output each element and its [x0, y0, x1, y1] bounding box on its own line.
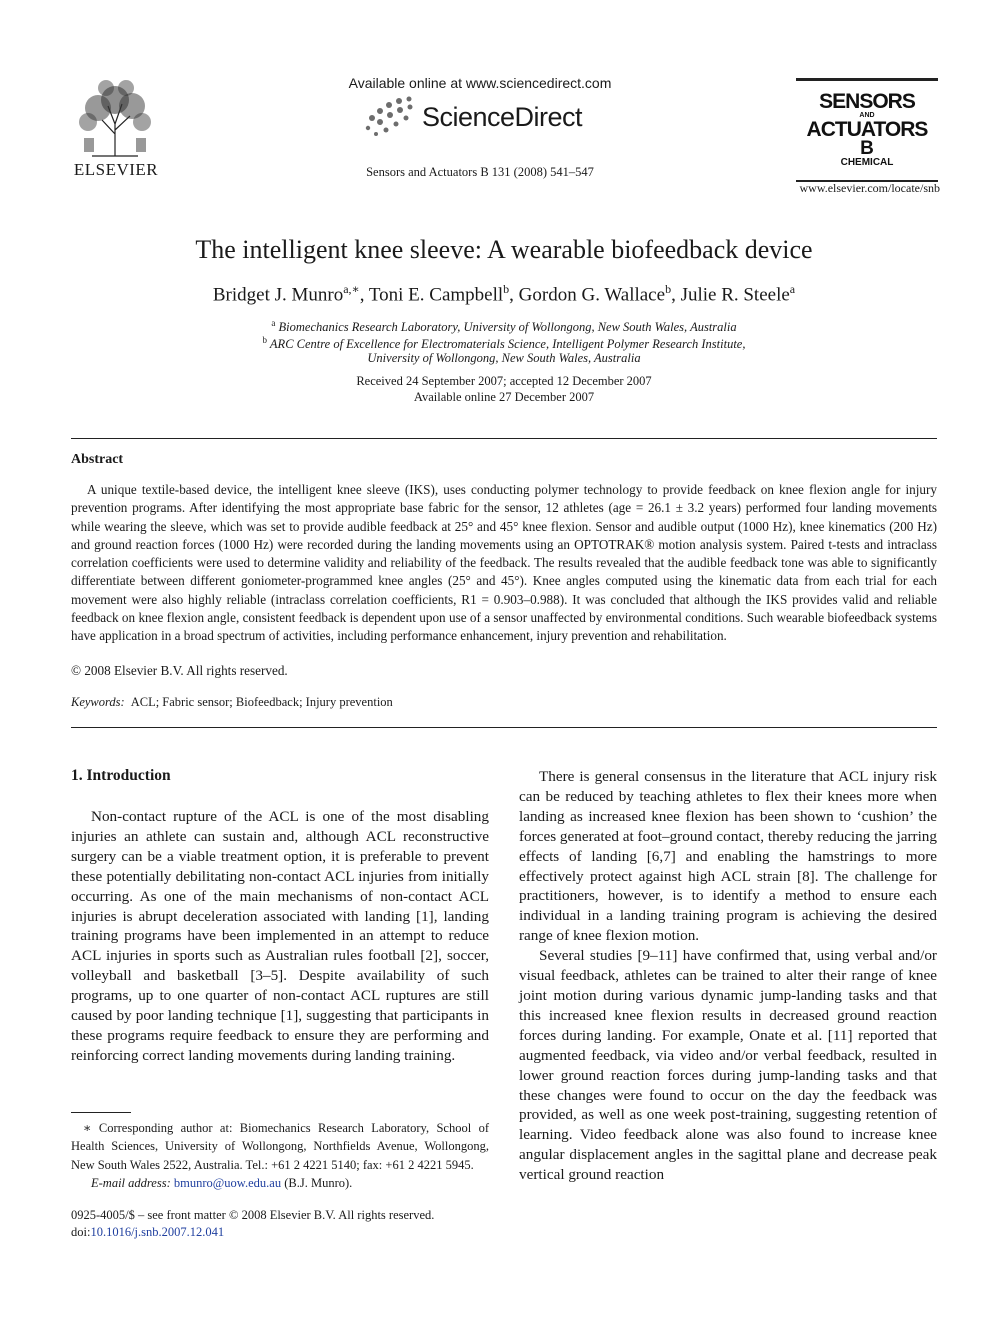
author-name: Bridget J. Munro [212, 284, 344, 306]
sciencedirect-logo [362, 96, 602, 138]
author-name: Gordon G. Wallace [518, 284, 666, 306]
journal-logo-and: AND [859, 112, 875, 119]
elsevier-logo [68, 76, 164, 180]
corresponding-author-footnote [71, 1119, 489, 1192]
abstract-copyright: © 2008 Elsevier B.V. All rights reserved. [71, 663, 288, 678]
author-affil-sup[interactable]: b [665, 282, 672, 296]
abstract-body: A unique textile-based device, the intelligent knee sleeve (IKS), uses conducting polymer technology to provide feedback on knee flexion angle for injury prevention programs. After identifying the most appropriate base fabric for the sensor, 12 athletes (age = 26.1 ± 3.2 years) performed four landing movements while wearing the sleeve, which was set to provide audible feedback at 25° and 45° knee flexion. Sensor and audible output (1000 Hz), knee kinematics (200 Hz) and ground reaction forces (1000 Hz) were recorded during the landing movements using an OPTOTRAK® motion analysis system. Paired t-tests and intraclass correlation coefficients were used to determine validity and reliability of the feedback. The results revealed that the audible feedback tone was able to significantly differentiate between different goniometer-programmed knee angles (25° and 45°). Knee angles computed using the kinematic data from each trial for each movement were also highly reliable (intraclass correlation coefficients, R1 = 0.903–0.988). It was concluded that although the IKS provides valid and reliable feedback on knee flexion angle, consistent feedback is dependent upon use of a sensor unaffected by environmental conditions. Such wearable biofeedback systems have application in a broad spectrum of activities, including performance enhancement, injury prevention and rehabilitation. [71, 482, 937, 644]
doi-line [71, 1224, 491, 1241]
logo-top-rule [796, 78, 938, 81]
section-heading-introduction: 1. Introduction [71, 767, 171, 784]
footnote-rule [71, 1112, 131, 1113]
front-matter-footer [71, 1207, 491, 1241]
abstract-heading: Abstract [71, 452, 124, 467]
footnote-text: ∗ Corresponding author at: Biomechanics Research Laboratory, School of Health Sciences, University of Wollongong, Northfields Avenue, Wollongong, New South Wales 2522, Australia. Tel.: +61 2 4221 5140; fax: +61 2 4221 5945. [71, 1121, 489, 1172]
article-title: The intelligent knee sleeve: A wearable biofeedback device [195, 235, 813, 264]
journal-logo-sensors: SENSORS [819, 90, 915, 113]
affiliation-sup: a [271, 318, 276, 328]
email-link[interactable]: bmunro@uow.edu.au [173, 1175, 282, 1190]
journal-logo-actuators: ACTUATORS [806, 118, 928, 141]
paragraph: Several studies [9–11] have confirmed that, using verbal and/or visual feedback, athletes can be trained to alter their range of knee joint motion during various dynamic jump-landing tasks and that this increased knee flexion results in decreased ground reaction forces during landing. For example, Onate et al. [11] reported that augmented feedback, via video and/or verbal feedback, resulted in lower ground reaction forces during jump-landing tasks and that these changes were found to occur on the day the feedback was provided, as well as one week post-training, suggesting retention of learning. Video feedback alone was also found to increase knee angular displacement angles in the sagittal plane and decrease peak vertical ground reaction [519, 947, 937, 1184]
right-column [519, 767, 937, 1185]
abstract-bottom-rule [71, 727, 937, 728]
journal-logo [796, 78, 938, 182]
doi-label: doi: [71, 1225, 91, 1239]
author-separator: , [671, 284, 681, 306]
paragraph: Non-contact rupture of the ACL is one of the most disabling injuries an athlete can sustain and, although ACL reconstructive surgery can be a viable treatment option, it is preferable to prevent these potentially debilitating non-contact ACL injuries from initially occurring. As one of the main mechanisms of non-contact ACL injuries is abrupt deceleration associated with landing [1], landing training programs have been implemented in an attempt to reduce ACL injuries in sports such as Australian rules football [2], soccer, volleyball and basketball [3–5]. Despite availability of such programs, up to one quarter of non-contact ACL ruptures are still caused by poor landing technique [1], suggesting that participants in these programs require feedback to ensure they are performing and reinforcing correct landing movements during landing training. [71, 808, 489, 1064]
affiliation-b-line2: University of Wollongong, New South Wales, Australia [367, 351, 641, 365]
doi-link[interactable]: 10.1016/j.snb.2007.12.041 [90, 1225, 225, 1239]
keywords [71, 695, 393, 710]
author-list [60, 282, 948, 306]
journal-logo-chemical: CHEMICAL [840, 157, 894, 168]
keywords-label: Keywords: [71, 695, 125, 709]
affiliation-b [150, 335, 858, 352]
email-label: E-mail address: [91, 1175, 171, 1190]
available-date: Available online 27 December 2007 [413, 390, 595, 404]
abstract-top-rule [71, 438, 937, 439]
author-separator: , [359, 284, 369, 306]
publisher-name: ELSEVIER [73, 160, 159, 179]
footnote-email [71, 1174, 489, 1192]
left-column [71, 807, 489, 1066]
elsevier-tree-icon [72, 76, 158, 158]
author-name: Toni E. Campbell [368, 284, 504, 306]
affiliation-sup: b [262, 335, 268, 345]
keywords-list: ACL; Fabric sensor; Biofeedback; Injury prevention [130, 695, 393, 709]
sciencedirect-name: ScienceDirect [422, 102, 583, 132]
journal-reference: Sensors and Actuators B 131 (2008) 541–547 [366, 165, 594, 179]
affiliation-text: ARC Centre of Excellence for Electromaterials Science, Intelligent Polymer Research Institute, [269, 337, 746, 352]
sciencedirect-dots-icon [362, 96, 422, 138]
journal-logo-b: B [860, 138, 874, 159]
author-affil-sup[interactable]: a [789, 282, 796, 296]
author-affil-sup[interactable]: a,∗ [343, 282, 360, 296]
author-separator: , [509, 284, 519, 306]
available-online-text: Available online at www.sciencedirect.com [348, 75, 612, 91]
received-dates: Received 24 September 2007; accepted 12 December 2007 [356, 374, 652, 388]
author-affil-sup[interactable]: b [503, 282, 510, 296]
author-name: Julie R. Steele [680, 284, 790, 306]
email-suffix: (B.J. Munro). [284, 1175, 353, 1190]
paragraph: There is general consensus in the literature that ACL injury risk can be reduced by teaching athletes to flex their knees more when landing as increased knee flexion has been shown to ‘cushion’ the forces generated at foot–ground contact, thereby reducing the jarring effects of landing [6,7] and enabling the hamstrings to more effectively protect against high ACL strain [8]. The challenge for practitioners, however, is to identify a method to ensure each individual in a landing training program is achieving the desired range of knee flexion motion. [519, 768, 937, 945]
affiliation-text: Biomechanics Research Laboratory, University of Wollongong, New South Wales, Australia [278, 320, 737, 335]
affiliation-a [150, 318, 858, 335]
issn-line: 0925-4005/$ – see front matter © 2008 Elsevier B.V. All rights reserved. [71, 1208, 435, 1222]
journal-url[interactable]: www.elsevier.com/locate/snb [799, 181, 940, 195]
